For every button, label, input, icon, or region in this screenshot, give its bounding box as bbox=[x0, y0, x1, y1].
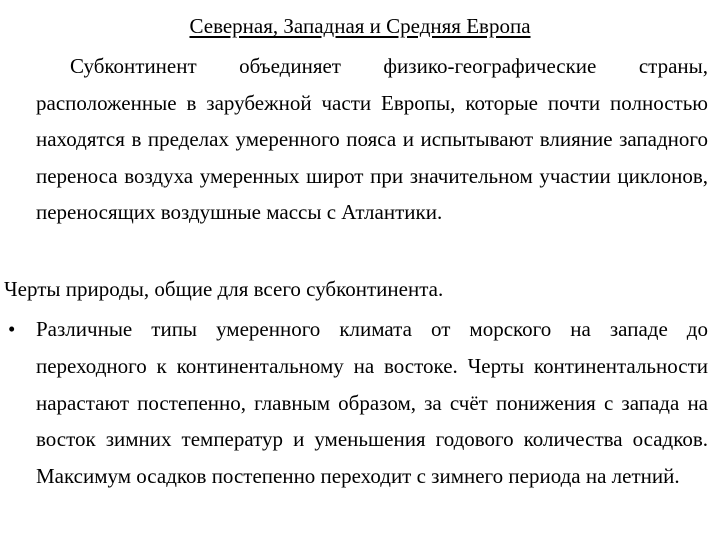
bullet-item-climate bbox=[0, 311, 708, 495]
intro-paragraph: Субконтинент объединяет физико-географические страны, расположенные в зарубежной части Европы, которые почти полностью находятся в пределах умеренного пояса и испытывают влияние западного переноса воздуха умеренных широт при значительном участии циклонов, переносящих воздушные массы с Атлантики. bbox=[36, 54, 708, 225]
section-subheading: Черты природы, общие для всего субконтинента. bbox=[4, 277, 444, 301]
bullet-text: Различные типы умеренного климата от морского на западе до переходного к континентальному на востоке. Черты континентальности нарастают постепенно, главным образом, за счёт понижения с запада на восток зимних температур и уменьшения годового количества осадков. Максимум осадков постепенно переходит с зимнего периода на летний. bbox=[36, 317, 708, 489]
slide-title: Северная, Западная и Средняя Европа bbox=[189, 14, 531, 38]
bullet-list bbox=[0, 311, 708, 495]
bullet-marker-icon: • bbox=[8, 317, 16, 341]
